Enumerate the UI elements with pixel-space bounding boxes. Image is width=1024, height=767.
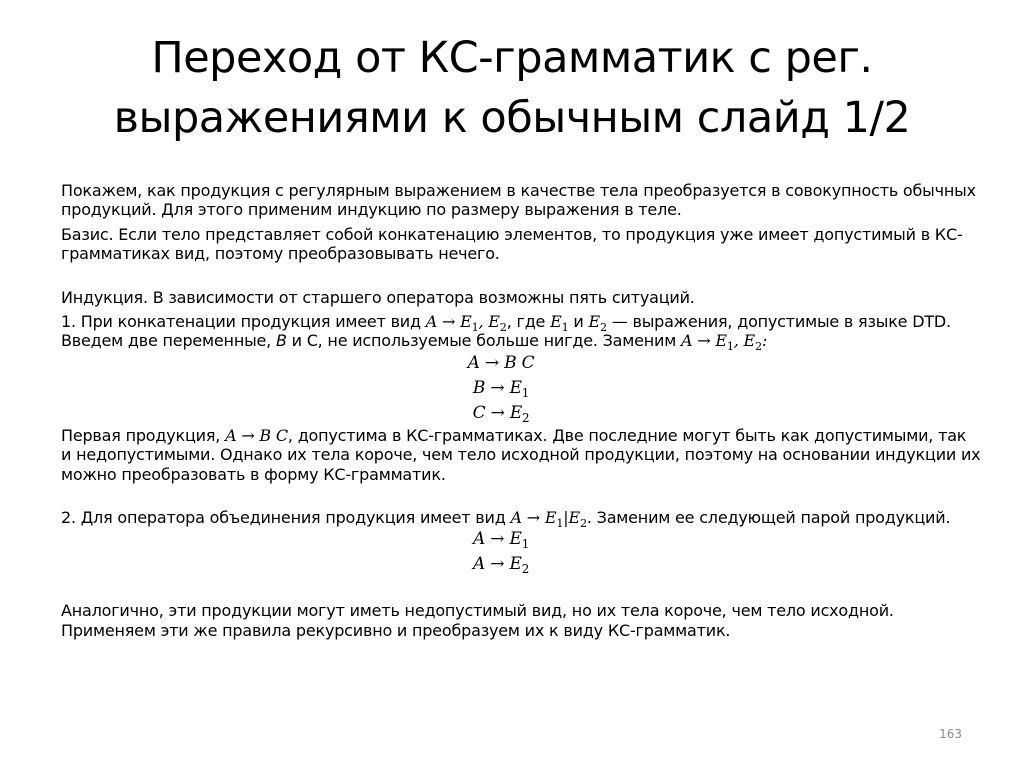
case-1-after-text-1: Первая продукция,: [61, 425, 226, 445]
case-1-text-1: 1. При конкатенации продукция имеет вид: [61, 312, 426, 332]
intro-paragraph: Покажем, как продукция с регулярным выражением в качестве тела преобразуется в совокупность обычных продукций. Для этого применим индукцию по размеру выражения в теле.: [61, 181, 976, 220]
case-1-text-5: и C, не используемые больше нигде. Заменим: [286, 331, 681, 351]
formula-a-to-e1-e2: $A \to E_1$, $E_2$: [425, 312, 507, 334]
case-1-text-4: — выражения, допустимые в языке DTD. Введем две переменные,: [61, 312, 951, 351]
equation-b-to-e1: $B \to E_1$: [472, 377, 530, 400]
case-2-text-2: . Заменим ее следующей парой продукций.: [586, 508, 951, 528]
case-1-text-3: и: [568, 312, 589, 332]
formula-a-to-e1-or-e2: $A \to E_1|E_2$: [510, 508, 587, 530]
formula-a-to-bc: A → B C: [225, 425, 288, 445]
case-1-text-2: , где: [506, 312, 551, 332]
case-1-equations: [61, 351, 981, 426]
equation-a-to-bc: A → B C: [467, 352, 535, 373]
conclusion-paragraph: Аналогично, эти продукции могут иметь недопустимый вид, но их тела короче, чем тело исходной. Применяем эти же правила рекурсивно и преобразуем их к виду КС-грамматик.: [61, 601, 894, 640]
title-line-2: выражениями к обычным слайд 1/2: [113, 93, 911, 143]
equation-a-to-e2: $A \to E_2$: [472, 554, 530, 577]
formula-a-to-e1-e2-colon: $A \to E_1$, $E_2$:: [681, 331, 768, 354]
page-number: 163: [939, 727, 962, 741]
case-2-text-1: 2. Для оператора объединения продукция имеет вид: [61, 508, 511, 528]
case-1-after-text-2: , допустима в КС-грамматиках. Две последние могут быть как допустимыми, так и недопустимыми. Однако их тела короче, чем тело исходной продукции, поэтому на основании индукции их можно преобразовать в форму КС-грамматик.: [61, 425, 981, 484]
equation-a-to-e1: $A \to E_1$: [472, 529, 530, 552]
title-line-1: Переход от КС-грамматик с рег.: [151, 33, 873, 83]
case-1-after-paragraph: [61, 426, 981, 484]
variable-b: B: [275, 331, 287, 351]
formula-e1: $E_1$: [550, 312, 569, 334]
slide-title: [40, 28, 984, 148]
case-1-paragraph: [61, 312, 981, 354]
basis-paragraph: Базис. Если тело представляет собой конкатенацию элементов, то продукция уже имеет допустимый в КС-грамматиках вид, поэтому преобразовывать нечего.: [61, 224, 963, 264]
slide-body: [61, 181, 981, 640]
induction-paragraph: Индукция. В зависимости от старшего оператора возможны пять ситуаций.: [61, 287, 695, 307]
case-2-equations: [61, 527, 981, 577]
case-2-paragraph: [61, 508, 981, 530]
equation-c-to-e2: $C \to E_2$: [472, 402, 530, 425]
formula-e2: $E_2$: [588, 312, 607, 334]
